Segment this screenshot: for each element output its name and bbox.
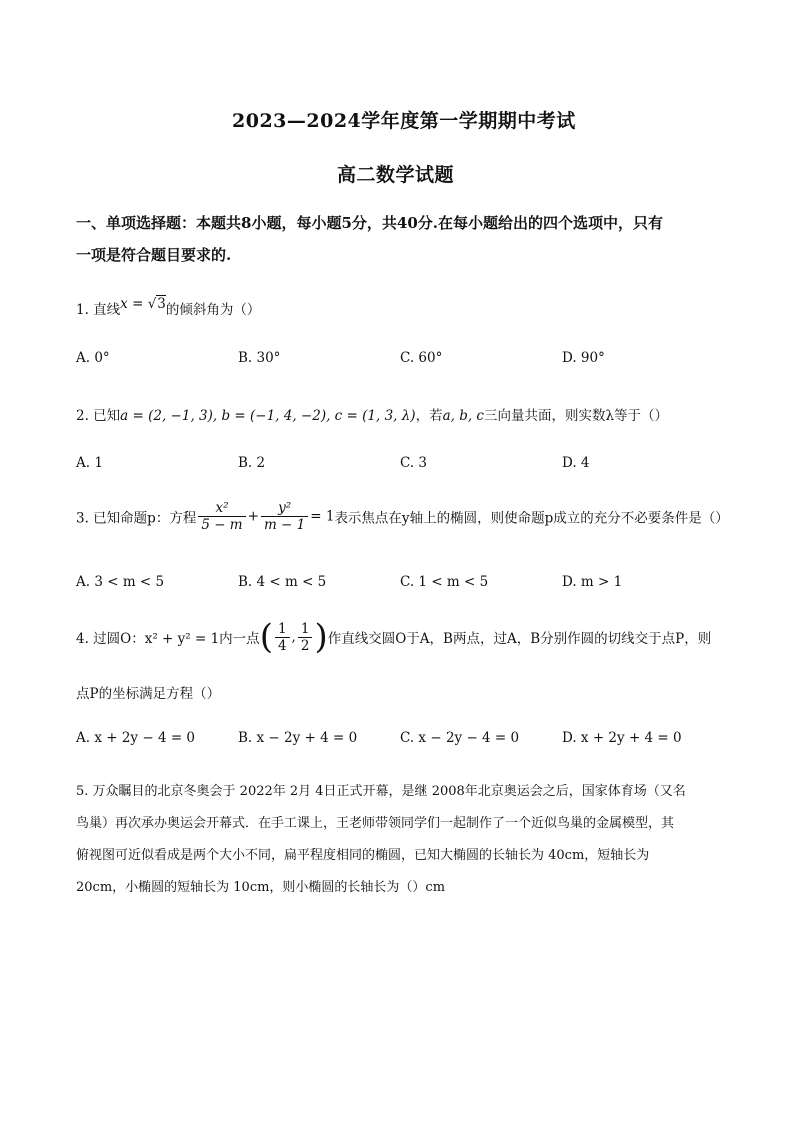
- q3-option-a[interactable]: A. 3 < m < 5: [76, 574, 165, 590]
- section-heading-line2: 一项是符合题目要求的.: [76, 246, 232, 264]
- question-3-fraction-x: $\frac{\text{x²}}{5 - m}$: [198, 500, 245, 533]
- q4-option-a[interactable]: A. x + 2y − 4 = 0: [76, 730, 196, 746]
- question-5-line4: 20cm，小椭圆的短轴长为 10cm，则小椭圆的长轴长为（）cm: [76, 880, 446, 895]
- page-subtitle: 高二数学试题: [337, 164, 455, 186]
- question-2-suffix: 三向量共面，则实数λ等于（）: [484, 408, 669, 424]
- section-heading-line1: 一、单项选择题：本题共8小题，每小题5分，共40分.在每小题给出的四个选项中，只有: [76, 214, 663, 232]
- question-1-radicand: 3: [157, 296, 166, 312]
- question-1-expr: x =: [120, 296, 148, 312]
- question-2-vector-list: a, b, c: [442, 408, 484, 424]
- question-2-mid: ，若: [415, 408, 443, 424]
- question-4-prefix: 4. 过圆O：x² + y² = 1内一点: [76, 631, 260, 647]
- q3-option-c[interactable]: C. 1 < m < 5: [400, 574, 489, 590]
- question-3-equals: = 1: [310, 508, 335, 525]
- q4-option-d[interactable]: D. x + 2y + 4 = 0: [562, 730, 682, 746]
- question-4: 4. 过圆O：x² + y² = 1内一点( $\frac{1}{4}$ , $\frac{1}{2}$ )作直线交圆O于A，B两点，过A，B分别作圆的切线交于点P，则: [76, 617, 712, 657]
- q1-option-a[interactable]: A. 0°: [76, 350, 110, 366]
- question-3-suffix: 表示焦点在y轴上的椭圆，则使命题p成立的充分不必要条件是（）: [334, 510, 729, 527]
- question-3-fraction-y: $\frac{\text{y²}}{m - 1}$: [261, 500, 308, 533]
- question-5-line3: 俯视图可近似看成是两个大小不同，扁平程度相同的椭圆，已知大椭圆的长轴长为 40cm，短轴长为: [76, 848, 650, 863]
- q1-option-b[interactable]: B. 30°: [238, 350, 281, 366]
- question-2: [76, 404, 668, 424]
- q4-option-c[interactable]: C. x − 2y − 4 = 0: [400, 730, 520, 746]
- q3-option-b[interactable]: B. 4 < m < 5: [238, 574, 327, 590]
- q2-option-a[interactable]: A. 1: [76, 455, 103, 471]
- question-1-suffix: 的倾斜角为（）: [165, 302, 261, 318]
- question-2-prefix: 2. 已知: [76, 408, 121, 424]
- question-3: [76, 500, 729, 533]
- q2-option-b[interactable]: B. 2: [238, 455, 266, 471]
- q1-option-d[interactable]: D. 90°: [562, 350, 605, 366]
- q2-option-c[interactable]: C. 3: [400, 455, 428, 471]
- question-4-point-x: $\frac{1}{4}$: [275, 621, 290, 654]
- question-4-line2: 点P的坐标满足方程（）: [76, 686, 221, 702]
- question-2-vectors: a = (2, −1, 3), b = (−1, 4, −2), c = (1, 3, λ): [120, 408, 416, 424]
- question-5-line2: 鸟巢）再次承办奥运会开幕式．在手工课上，王老师带领同学们一起制作了一个近似鸟巢的金属模型，其: [76, 816, 675, 831]
- question-5-line1: 5. 万众瞩目的北京冬奥会于 2022年 2月 4日正式开幕，是继 2008年北京奥运会之后，国家体育场（又名: [76, 784, 686, 799]
- q4-option-b[interactable]: B. x − 2y + 4 = 0: [238, 730, 358, 746]
- q2-option-d[interactable]: D. 4: [562, 455, 590, 471]
- question-1-prefix: 1. 直线: [76, 302, 121, 318]
- q3-option-d[interactable]: D. m > 1: [562, 574, 623, 590]
- question-3-plus: +: [247, 508, 259, 525]
- question-1: 1. 直线x = √3的倾斜角为（）: [76, 296, 261, 318]
- question-4-suffix: 作直线交圆O于A，B两点，过A，B分别作圆的切线交于点P，则: [327, 631, 712, 647]
- question-4-point-y: $\frac{1}{2}$: [298, 621, 313, 654]
- q1-option-c[interactable]: C. 60°: [400, 350, 443, 366]
- question-3-prefix: 3. 已知命题p：方程: [76, 510, 197, 527]
- page-title: 2023—2024学年度第一学期期中考试: [232, 110, 576, 132]
